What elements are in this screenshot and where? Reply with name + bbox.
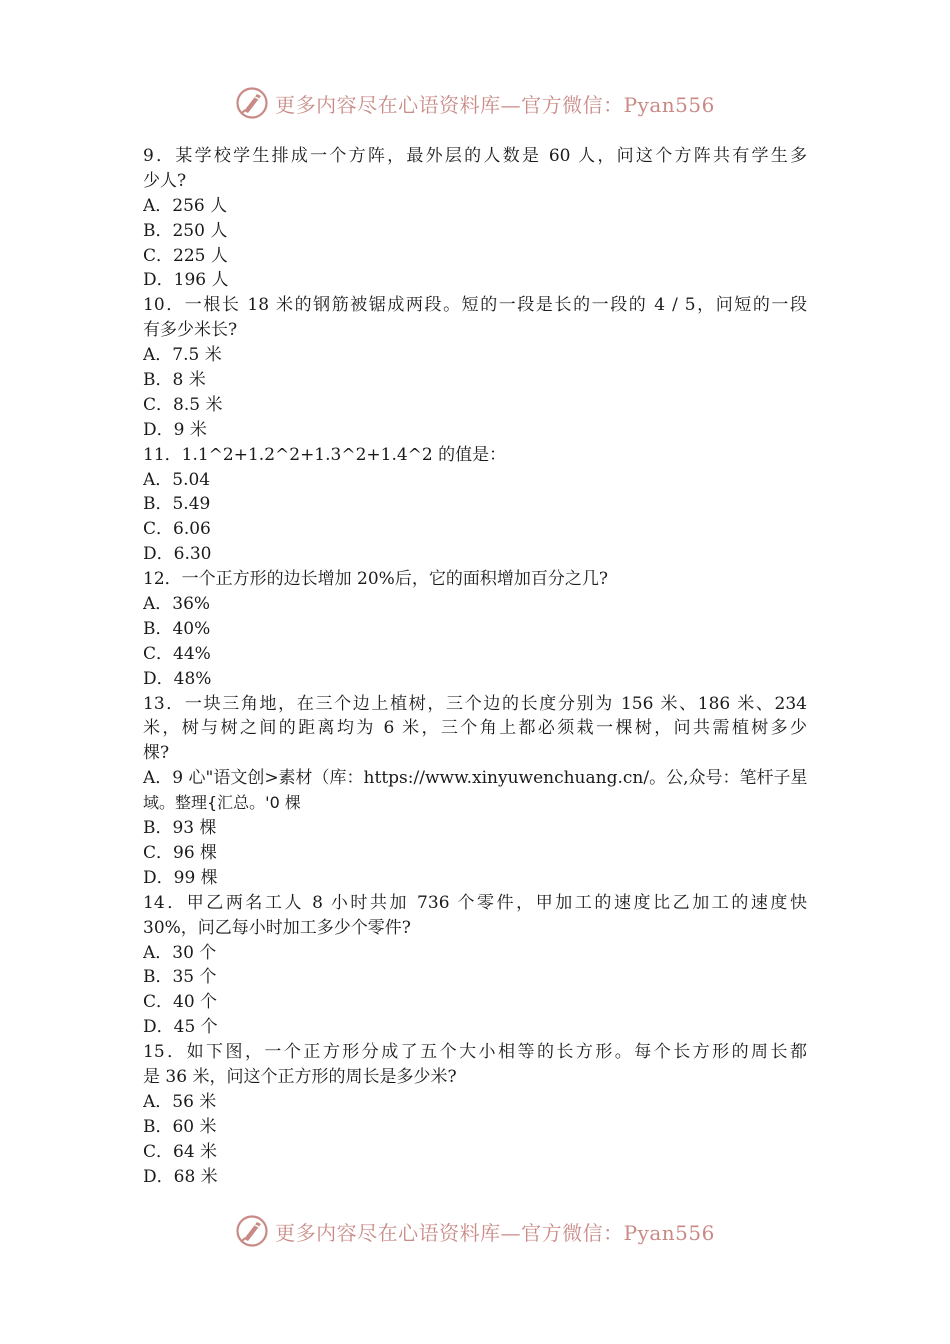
q12-option-b: B．40% <box>143 618 211 639</box>
question-list <box>143 144 807 1189</box>
footer-banner-text: 更多内容尽在心语资料库—官方微信：Pyan556 <box>275 1220 715 1245</box>
q15-stem-line2: 是 36 米，问这个正方形的周长是多少米? <box>143 1066 457 1087</box>
q13-option-a-line2: 域。整理{汇总。'0 棵 <box>143 793 301 813</box>
q15-option-a: A．56 米 <box>143 1091 217 1112</box>
q10-option-a: A．7.5 米 <box>143 345 222 366</box>
q11-option-c: C．6.06 <box>143 519 211 540</box>
q12-option-c: C．44% <box>143 643 211 664</box>
quill-logo-icon <box>235 1214 269 1248</box>
q11-option-a: A．5.04 <box>143 469 211 490</box>
q14-stem-line1: 14．甲乙两名工人 8 小时共加 736 个零件，甲加工的速度比乙加工的速度快 <box>143 892 807 913</box>
q15-option-c: C．64 米 <box>143 1141 218 1162</box>
q10-stem-line2: 有多少米长? <box>143 320 238 341</box>
footer-banner <box>0 1211 950 1251</box>
q13-option-a-line1: A．9 心"语文创>素材（库：https://www.xinyuwenchuang.cn/。公,众号：笔杆子星 <box>143 768 807 789</box>
q14-option-b: B．35 个 <box>143 967 217 988</box>
header-banner-text: 更多内容尽在心语资料库—官方微信：Pyan556 <box>275 92 715 117</box>
q10-option-c: C．8.5 米 <box>143 394 223 415</box>
q11-option-d: D．6.30 <box>143 544 212 565</box>
q14-stem-line2: 30%，问乙每小时加工多少个零件? <box>143 917 411 938</box>
q14-option-a: A．30 个 <box>143 942 217 963</box>
q13-stem-line3: 棵? <box>143 743 170 764</box>
q14-option-c: C．40 个 <box>143 992 218 1013</box>
q9-option-a: A．256 人 <box>143 195 228 216</box>
q9-option-d: D．196 人 <box>143 270 229 291</box>
q9-option-c: C．225 人 <box>143 245 228 266</box>
q15-option-b: B．60 米 <box>143 1116 217 1137</box>
q10-option-d: D．9 米 <box>143 419 207 440</box>
q14-option-d: D．45 个 <box>143 1017 218 1038</box>
q11-option-b: B．5.49 <box>143 494 211 515</box>
q12-option-a: A．36% <box>143 594 211 615</box>
q12-option-d: D．48% <box>143 668 212 689</box>
q13-stem-line2: 米，树与树之间的距离均为 6 米，三个角上都必须栽一棵树，问共需植树多少 <box>143 718 807 739</box>
q10-option-b: B．8 米 <box>143 370 206 391</box>
q13-stem-line1: 13．一块三角地，在三个边上植树，三个边的长度分别为 156 米、186 米、234 <box>143 693 807 714</box>
q15-option-d: D．68 米 <box>143 1166 218 1187</box>
q13-option-b: B．93 棵 <box>143 818 217 839</box>
q12-stem: 12．一个正方形的边长增加 20%后，它的面积增加百分之几? <box>143 569 608 590</box>
q10-stem-line1: 10．一根长 18 米的钢筋被锯成两段。短的一段是长的一段的 4 / 5，问短的一段 <box>143 295 807 316</box>
q9-stem-line2: 少人? <box>143 170 187 191</box>
header-banner <box>0 83 950 123</box>
q13-option-c: C．96 棵 <box>143 842 218 863</box>
q9-stem-line1: 9．某学校学生排成一个方阵，最外层的人数是 60 人，问这个方阵共有学生多 <box>143 146 807 166</box>
q9-option-b: B．250 人 <box>143 220 228 241</box>
q11-stem: 11．1.1^2+1.2^2+1.3^2+1.4^2 的值是： <box>143 444 507 465</box>
q15-stem-line1: 15．如下图，一个正方形分成了五个大小相等的长方形。每个长方形的周长都 <box>143 1042 807 1063</box>
quill-logo-icon <box>235 86 269 120</box>
q13-option-d: D．99 棵 <box>143 867 218 888</box>
